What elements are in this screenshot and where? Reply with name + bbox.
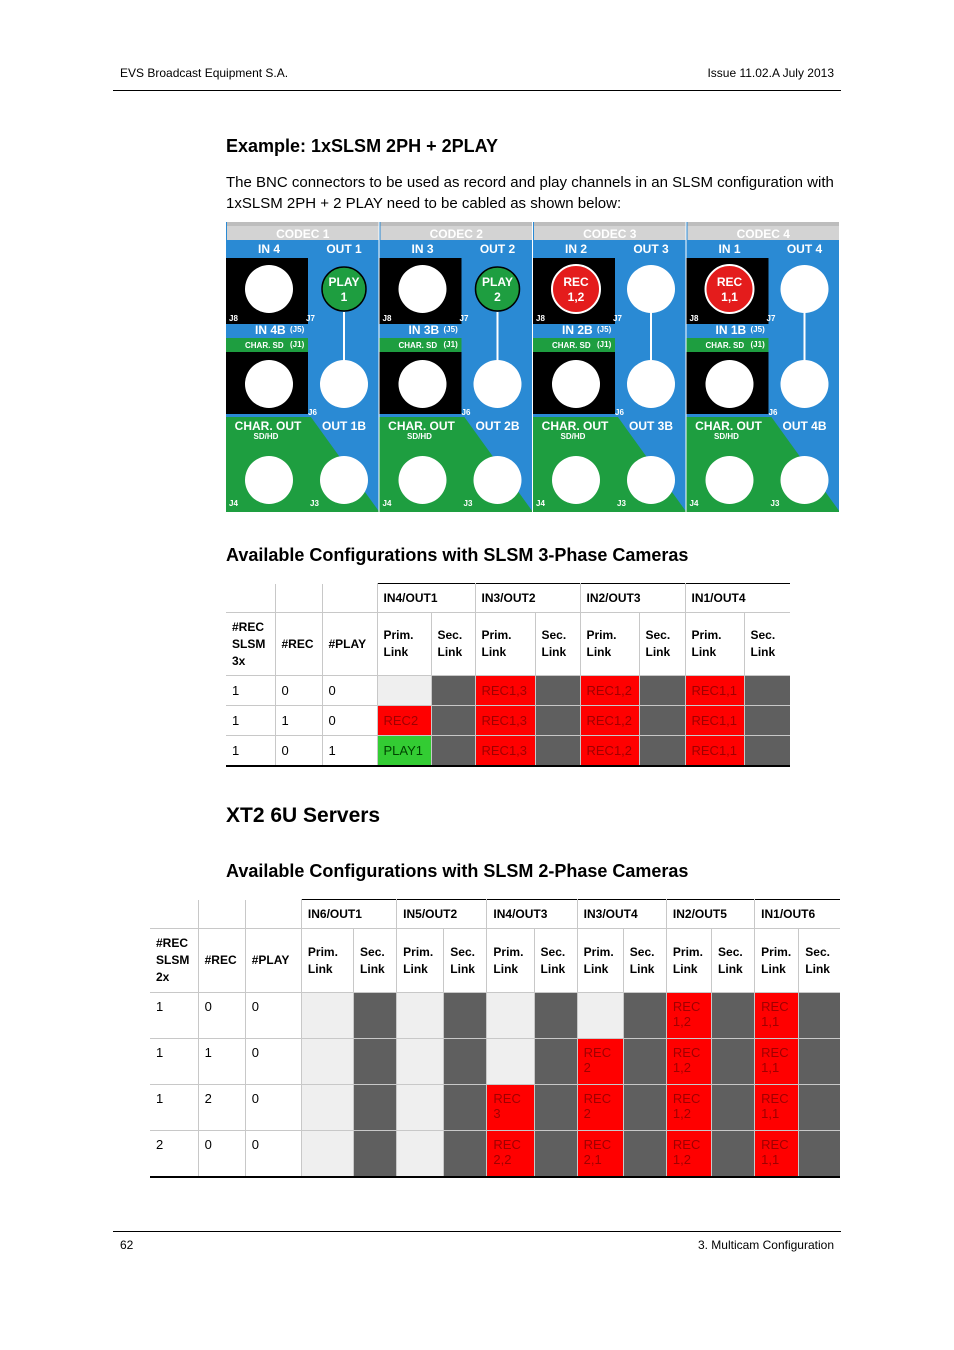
channel-cell (354, 1085, 397, 1131)
column-header: #PLAY (322, 613, 377, 676)
prim-link-header: Prim. Link (580, 613, 639, 676)
column-header-row (226, 613, 790, 676)
channel-cell (397, 1085, 444, 1131)
channel-cell: REC1,3 (475, 736, 535, 766)
xt2-heading: XT2 6U Servers (226, 804, 381, 827)
j1-label: (J1) (443, 340, 458, 349)
outb-label: OUT 1B (321, 419, 367, 433)
channel-cell: REC 2 (577, 1085, 623, 1131)
prim-link-header: Prim. Link (577, 929, 623, 993)
codec-title-top (534, 222, 686, 226)
group-header: IN6/OUT1 (301, 900, 396, 929)
bnc-connector-icon (781, 456, 829, 504)
inb-label: IN 1B (715, 323, 747, 337)
channel-cell (301, 1085, 353, 1131)
rec-label-line1: REC (716, 275, 743, 289)
table-row (150, 1131, 840, 1177)
play-connector-icon (322, 267, 366, 311)
count-cell: 1 (226, 706, 275, 736)
count-cell: 1 (322, 736, 377, 766)
bnc-connector-icon (627, 360, 675, 408)
inb-label: IN 3B (408, 323, 440, 337)
column-header: #REC SLSM 3x (226, 613, 275, 676)
header-company: EVS Broadcast Equipment S.A. (120, 66, 289, 80)
channel-cell (431, 736, 475, 766)
footer-page-number: 62 (120, 1238, 134, 1252)
channel-cell (744, 676, 790, 706)
prim-link-header: Prim. Link (685, 613, 744, 676)
header-issue: Issue 11.02.A July 2013 (707, 66, 834, 80)
j4-label: J4 (382, 499, 392, 508)
count-cell: 2 (150, 1131, 198, 1177)
prim-link-header: Prim. Link (475, 613, 535, 676)
j4-label: J4 (229, 499, 238, 508)
count-cell: 1 (275, 706, 322, 736)
count-cell: 0 (322, 676, 377, 706)
bnc-connector-icon (706, 360, 754, 408)
sec-link-header: Sec. Link (431, 613, 475, 676)
column-header: #PLAY (245, 929, 301, 993)
j5-label: (J5) (750, 325, 765, 334)
channel-cell: REC1,1 (685, 706, 744, 736)
group-header: IN3/OUT2 (475, 584, 580, 613)
bnc-connector-icon (320, 360, 368, 408)
j1-label: (J1) (290, 340, 305, 349)
section1-heading: Available Configurations with SLSM 3-Phase Cameras (226, 545, 689, 565)
channel-cell: REC 1,1 (755, 1085, 799, 1131)
prim-link-header: Prim. Link (666, 929, 711, 993)
j8-label: J8 (689, 314, 699, 323)
j6-label: J6 (461, 408, 471, 417)
table-row (226, 736, 790, 766)
j6-label: J6 (768, 408, 778, 417)
play-label-line2: 2 (494, 290, 501, 304)
channel-cell: REC 1,1 (755, 1039, 799, 1085)
inb-label: IN 2B (562, 323, 593, 337)
channel-cell (301, 1131, 353, 1177)
channel-cell: REC 1,2 (666, 1085, 711, 1131)
bnc-connector-icon (781, 265, 829, 313)
count-cell: 0 (245, 1085, 301, 1131)
channel-cell (623, 1131, 666, 1177)
channel-cell: REC1,1 (685, 676, 744, 706)
j7-label: J7 (306, 314, 315, 323)
bnc-connector-icon (399, 265, 447, 313)
sdhd-label: SD/HD (253, 432, 279, 441)
codec-label: CODEC 1 (276, 227, 330, 241)
group-header: IN1/OUT4 (685, 584, 790, 613)
config-table-2phase (150, 899, 840, 1178)
channel-cell (712, 993, 755, 1039)
j4-label: J4 (689, 499, 699, 508)
char-out-label: CHAR. OUT (388, 419, 455, 433)
channel-cell (744, 706, 790, 736)
codec-label: CODEC 4 (736, 227, 790, 241)
bnc-connector-icon (245, 265, 293, 313)
in-label: IN 4 (257, 242, 281, 256)
bnc-connector-icon (706, 456, 754, 504)
channel-cell: REC 1,1 (755, 1131, 799, 1177)
channel-cell (744, 736, 790, 766)
channel-cell (397, 1131, 444, 1177)
outb-label: OUT 4B (782, 419, 827, 433)
group-header: IN4/OUT1 (377, 584, 475, 613)
sec-link-header: Sec. Link (623, 929, 666, 993)
count-cell: 0 (322, 706, 377, 736)
char-out-label: CHAR. OUT (541, 419, 609, 433)
codec-label: CODEC 3 (583, 227, 637, 241)
count-cell: 1 (226, 676, 275, 706)
channel-cell (487, 1039, 534, 1085)
bnc-connector-diagram (226, 222, 840, 512)
channel-cell (799, 1039, 840, 1085)
sdhd-label: SD/HD (407, 432, 432, 441)
channel-cell: REC1,3 (475, 676, 535, 706)
count-cell: 0 (245, 1039, 301, 1085)
j4-label: J4 (536, 499, 545, 508)
bnc-connector-icon (627, 456, 675, 504)
channel-cell (535, 676, 580, 706)
channel-cell: REC1,2 (580, 676, 639, 706)
group-header: IN2/OUT3 (580, 584, 685, 613)
channel-cell (534, 1039, 577, 1085)
char-sd-label: CHAR. SD (245, 341, 284, 350)
channel-cell (397, 1039, 444, 1085)
channel-cell (444, 1039, 487, 1085)
channel-cell (354, 993, 397, 1039)
channel-cell (535, 736, 580, 766)
channel-cell (799, 993, 840, 1039)
out-label: OUT 4 (786, 242, 823, 256)
bnc-connector-panel (226, 222, 840, 512)
channel-cell (623, 1039, 666, 1085)
in-label: IN 1 (718, 242, 741, 256)
channel-cell: REC 1,2 (666, 1131, 711, 1177)
rec-label-line1: REC (563, 275, 589, 289)
footer-chapter: 3. Multicam Configuration (697, 1238, 834, 1252)
channel-cell (639, 706, 685, 736)
channel-cell (799, 1085, 840, 1131)
sdhd-label: SD/HD (560, 432, 586, 441)
inb-label: IN 4B (255, 323, 286, 337)
count-cell: 0 (275, 676, 322, 706)
bnc-connector-icon (552, 360, 600, 408)
j6-label: J6 (615, 408, 624, 417)
table-row (150, 1039, 840, 1085)
channel-cell (623, 1085, 666, 1131)
channel-cell (431, 706, 475, 736)
channel-cell: REC1,2 (580, 736, 639, 766)
bnc-connector-icon (474, 360, 522, 408)
config-table-3phase (226, 583, 790, 767)
column-header-row (150, 929, 840, 993)
channel-cell (444, 993, 487, 1039)
sec-link-header: Sec. Link (444, 929, 487, 993)
j1-label: (J1) (750, 340, 765, 349)
blank-cell (322, 584, 377, 613)
bnc-connector-icon (399, 360, 447, 408)
channel-cell (444, 1085, 487, 1131)
out-label: OUT 1 (326, 242, 362, 256)
sec-link-header: Sec. Link (534, 929, 577, 993)
channel-cell (487, 993, 534, 1039)
bnc-connector-icon (781, 360, 829, 408)
channel-cell (577, 993, 623, 1039)
blank-cell (150, 900, 198, 929)
rec-connector-icon (706, 265, 754, 313)
j1-label: (J1) (597, 340, 612, 349)
footer-rule (113, 1231, 841, 1232)
char-sd-label: CHAR. SD (552, 341, 591, 350)
bnc-connector-icon (245, 360, 293, 408)
codec-title-top (381, 222, 533, 226)
section2-heading: Available Configurations with SLSM 2-Phase Cameras (226, 861, 689, 881)
header-rule (113, 90, 841, 91)
sec-link-header: Sec. Link (535, 613, 580, 676)
j8-label: J8 (536, 314, 545, 323)
prim-link-header: Prim. Link (301, 929, 353, 993)
count-cell: 0 (198, 993, 245, 1039)
j3-label: J3 (310, 499, 319, 508)
play-label-line2: 1 (340, 290, 348, 304)
table-row (150, 993, 840, 1039)
j3-label: J3 (463, 499, 473, 508)
j5-label: (J5) (443, 325, 458, 334)
channel-cell (431, 676, 475, 706)
example-heading: Example: 1xSLSM 2PH + 2PLAY (226, 136, 498, 156)
group-header: IN1/OUT6 (755, 900, 840, 929)
table-row (226, 706, 790, 736)
in-label: IN 2 (564, 242, 588, 256)
count-cell: 0 (275, 736, 322, 766)
group-header: IN3/OUT4 (577, 900, 666, 929)
count-cell: 1 (226, 736, 275, 766)
channel-cell (444, 1131, 487, 1177)
channel-cell (354, 1039, 397, 1085)
count-cell: 1 (198, 1039, 245, 1085)
blank-cell (245, 900, 301, 929)
channel-cell: REC 1,2 (666, 1039, 711, 1085)
codec-title-top (688, 222, 840, 226)
count-cell: 2 (198, 1085, 245, 1131)
bnc-connector-icon (474, 456, 522, 504)
sec-link-header: Sec. Link (354, 929, 397, 993)
group-header: IN5/OUT2 (397, 900, 487, 929)
bnc-connector-icon (320, 456, 368, 504)
codec-label: CODEC 2 (429, 227, 483, 241)
channel-cell: REC 2 (577, 1039, 623, 1085)
channel-cell (623, 993, 666, 1039)
channel-cell: REC 2,2 (487, 1131, 534, 1177)
rec-connector-icon (552, 265, 600, 313)
blank-cell (198, 900, 245, 929)
j7-label: J7 (613, 314, 622, 323)
channel-cell (799, 1131, 840, 1177)
column-header: #REC (198, 929, 245, 993)
column-header: #REC (275, 613, 322, 676)
j3-label: J3 (617, 499, 626, 508)
channel-cell (535, 706, 580, 736)
count-cell: 0 (245, 993, 301, 1039)
table-row (150, 1085, 840, 1131)
channel-cell (534, 993, 577, 1039)
table-row (226, 676, 790, 706)
count-cell: 0 (245, 1131, 301, 1177)
group-header-row (226, 584, 790, 613)
out-label: OUT 2 (479, 242, 516, 256)
blank-cell (226, 584, 275, 613)
channel-cell (354, 1131, 397, 1177)
j6-label: J6 (308, 408, 317, 417)
channel-cell (712, 1085, 755, 1131)
j7-label: J7 (766, 314, 776, 323)
channel-cell: REC2 (377, 706, 431, 736)
channel-cell (534, 1085, 577, 1131)
codec-title-top (227, 222, 379, 226)
group-header-row (150, 900, 840, 929)
example-paragraph: The BNC connectors to be used as record and play channels in an SLSM configuration with 1xSLSM 2PH + 2 PLAY need to be cabled as shown below: (226, 174, 834, 212)
char-sd-label: CHAR. SD (398, 341, 438, 350)
out-label: OUT 3 (633, 242, 669, 256)
prim-link-header: Prim. Link (755, 929, 799, 993)
channel-cell (639, 736, 685, 766)
outb-label: OUT 2B (475, 419, 520, 433)
count-cell: 1 (150, 993, 198, 1039)
rec-label-line2: 1,1 (721, 290, 738, 304)
sec-link-header: Sec. Link (639, 613, 685, 676)
in-label: IN 3 (411, 242, 434, 256)
channel-cell: REC1,3 (475, 706, 535, 736)
prim-link-header: Prim. Link (377, 613, 431, 676)
sec-link-header: Sec. Link (712, 929, 755, 993)
channel-cell: PLAY1 (377, 736, 431, 766)
channel-cell (639, 676, 685, 706)
bnc-connector-icon (627, 265, 675, 313)
outb-label: OUT 3B (628, 419, 674, 433)
group-header: IN2/OUT5 (666, 900, 754, 929)
j3-label: J3 (770, 499, 780, 508)
char-out-label: CHAR. OUT (234, 419, 302, 433)
group-header: IN4/OUT3 (487, 900, 577, 929)
channel-cell (301, 1039, 353, 1085)
channel-cell (712, 1039, 755, 1085)
column-header: #REC SLSM 2x (150, 929, 198, 993)
j7-label: J7 (459, 314, 469, 323)
sec-link-header: Sec. Link (744, 613, 790, 676)
count-cell: 1 (150, 1039, 198, 1085)
prim-link-header: Prim. Link (487, 929, 534, 993)
bnc-connector-icon (552, 456, 600, 504)
channel-cell (377, 676, 431, 706)
j5-label: (J5) (597, 325, 612, 334)
count-cell: 0 (198, 1131, 245, 1177)
rec-label-line2: 1,2 (567, 290, 585, 304)
bnc-connector-icon (399, 456, 447, 504)
j8-label: J8 (229, 314, 238, 323)
play-label-line1: PLAY (482, 275, 513, 289)
sec-link-header: Sec. Link (799, 929, 840, 993)
channel-cell: REC 2,1 (577, 1131, 623, 1177)
channel-cell: REC 1,2 (666, 993, 711, 1039)
channel-cell (301, 993, 353, 1039)
char-out-label: CHAR. OUT (695, 419, 762, 433)
channel-cell: REC 1,1 (755, 993, 799, 1039)
j8-label: J8 (382, 314, 392, 323)
blank-cell (275, 584, 322, 613)
j5-label: (J5) (290, 325, 305, 334)
play-connector-icon (476, 267, 520, 311)
prim-link-header: Prim. Link (397, 929, 444, 993)
channel-cell (712, 1131, 755, 1177)
play-label-line1: PLAY (328, 275, 360, 289)
channel-cell: REC1,1 (685, 736, 744, 766)
channel-cell: REC 3 (487, 1085, 534, 1131)
channel-cell (534, 1131, 577, 1177)
char-sd-label: CHAR. SD (705, 341, 745, 350)
count-cell: 1 (150, 1085, 198, 1131)
sdhd-label: SD/HD (714, 432, 739, 441)
bnc-connector-icon (245, 456, 293, 504)
channel-cell (397, 993, 444, 1039)
channel-cell: REC1,2 (580, 706, 639, 736)
